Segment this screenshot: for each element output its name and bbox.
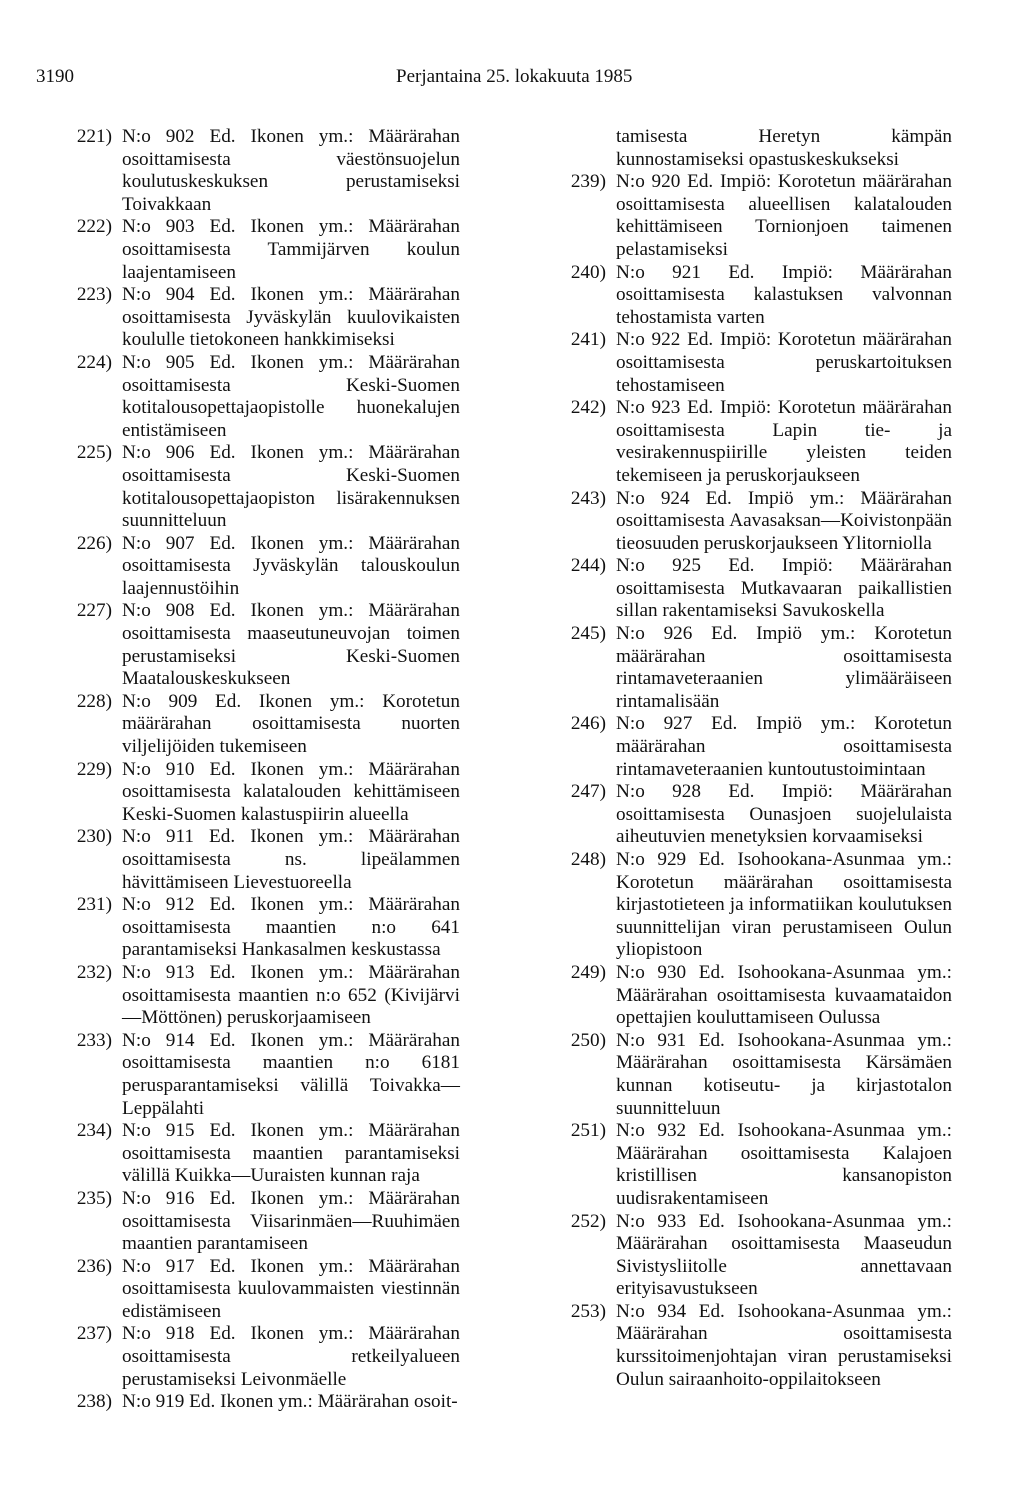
- list-item: [550, 397, 952, 487]
- list-item: [56, 600, 460, 690]
- entry-number: 246): [570, 713, 606, 735]
- entry-text: N:o 929 Ed. Isohookana-Asunmaa ym.: Korotetun määrärahan osoittamisesta kirjastotieteen ja informatiikan koulutuksen suunnittelijan viran perustamiseen Oulun yliopistoon: [616, 849, 952, 961]
- entry-text: N:o 902 Ed. Ikonen ym.: Määrärahan osoittamisesta väestönsuojelun koulutuskeskuksen perustamiseksi Toivakkaan: [122, 126, 460, 215]
- list-item: [56, 1256, 460, 1324]
- entry-number: 234): [76, 1120, 112, 1142]
- entry-text: N:o 916 Ed. Ikonen ym.: Määrärahan osoittamisesta Viisarinmäen—Ruuhimäen maantien parantamiseen: [122, 1187, 460, 1255]
- entry-text: N:o 906 Ed. Ikonen ym.: Määrärahan osoittamisesta Keski-Suomen kotitalousopettajaopiston lisärakennuksen suunnitteluun: [122, 442, 460, 532]
- entry-text: N:o 905 Ed. Ikonen ym.: Määrärahan osoittamisesta Keski-Suomen kotitalousopettajaopistolle huonekalujen entistämiseen: [122, 351, 460, 441]
- entry-text: N:o 928 Ed. Impiö: Määrärahan osoittamisesta Ounasjoen suojelulaista aiheutuvien menetyksien korvaamiseksi: [616, 781, 952, 848]
- continuation-text: tamisesta Heretyn kämpän kunnostamiseksi opastuskeskukseksi: [616, 126, 952, 170]
- list-item: [56, 216, 460, 284]
- entry-number: 237): [76, 1323, 112, 1345]
- list-item: [56, 533, 460, 601]
- entry-number: 235): [76, 1187, 112, 1209]
- list-item: [550, 1211, 952, 1301]
- list-item: [56, 759, 460, 827]
- entry-number: 242): [570, 397, 606, 419]
- entry-text: N:o 908 Ed. Ikonen ym.: Määrärahan osoittamisesta maaseutuneuvojan toimen perustamiseksi Keski-Suomen Maatalouskeskukseen: [122, 600, 460, 690]
- entry-text: N:o 915 Ed. Ikonen ym.: Määrärahan osoittamisesta maantien parantamiseksi välillä Kuikka—Uuraisten kunnan raja: [122, 1120, 460, 1187]
- entry-text: N:o 933 Ed. Isohookana-Asunmaa ym.: Määrärahan osoittamisesta Maaseudun Sivistysliitolle annettavaan erityisavustukseen: [616, 1210, 952, 1300]
- entry-text: N:o 921 Ed. Impiö: Määrärahan osoittamisesta kalastuksen valvonnan tehostamista varten: [616, 261, 952, 328]
- entry-text: N:o 926 Ed. Impiö ym.: Korotetun määrärahan osoittamisesta rintamaveteraanien ylimääräiseen rintamalisään: [616, 623, 952, 712]
- list-item: [550, 1120, 952, 1210]
- entry-number: 227): [76, 600, 112, 622]
- list-item: [56, 1188, 460, 1256]
- entry-number: 224): [76, 351, 112, 373]
- list-item: [550, 849, 952, 962]
- left-column: [56, 126, 460, 1414]
- list-item: [56, 1120, 460, 1188]
- list-item: [56, 826, 460, 894]
- entry-number: 243): [570, 487, 606, 509]
- entry-text: N:o 932 Ed. Isohookana-Asunmaa ym.: Määrärahan osoittamisesta Kalajoen kristillisen kansanopiston uudisrakentamiseen: [616, 1120, 952, 1209]
- entry-text: N:o 917 Ed. Ikonen ym.: Määrärahan osoittamisesta kuulovammaisten viestinnän edistämiseen: [122, 1255, 460, 1322]
- entry-number: 236): [76, 1255, 112, 1277]
- entry-text: N:o 918 Ed. Ikonen ym.: Määrärahan osoittamisesta retkeilyalueen perustamiseksi Leivonmäelle: [122, 1323, 460, 1390]
- list-item: [550, 329, 952, 397]
- entry-text: N:o 911 Ed. Ikonen ym.: Määrärahan osoittamisesta ns. lipeälammen hävittämiseen Lievestuoreella: [122, 826, 460, 893]
- list-item: [56, 962, 460, 1030]
- entry-number: 233): [76, 1029, 112, 1051]
- entry-number: 226): [76, 532, 112, 554]
- list-item: [550, 262, 952, 330]
- list-item: [56, 284, 460, 352]
- entry-number: 241): [570, 329, 606, 351]
- list-item: [550, 781, 952, 849]
- entry-text: N:o 919 Ed. Ikonen ym.: Määrärahan osoit-: [122, 1391, 458, 1413]
- entry-text: N:o 913 Ed. Ikonen ym.: Määrärahan osoittamisesta maantien n:o 652 (Kivijärvi—Möttönen) peruskorjaamiseen: [122, 961, 460, 1029]
- entry-text: N:o 924 Ed. Impiö ym.: Määrärahan osoittamisesta Aavasaksan—Koivistonpään tieosuuden peruskorjaukseen Ylitorniolla: [616, 487, 952, 554]
- list-item: [550, 1301, 952, 1391]
- entry-number: 247): [570, 781, 606, 803]
- list-item: [550, 555, 952, 623]
- entry-text: N:o 934 Ed. Isohookana-Asunmaa ym.: Määrärahan osoittamisesta kurssitoimenjohtajan viran perustamiseksi Oulun sairaanhoito-oppilaitokseen: [616, 1300, 952, 1390]
- entry-text: N:o 904 Ed. Ikonen ym.: Määrärahan osoittamisesta Jyväskylän kuulovikaisten koululle tietokoneen hankkimiseksi: [122, 284, 460, 351]
- entry-number: 251): [570, 1120, 606, 1142]
- page-header: [36, 66, 988, 96]
- entry-text: N:o 920 Ed. Impiö: Korotetun määrärahan osoittamisesta alueellisen kalatalouden kehittämiseen Tornionjoen taimenen pelastamiseksi: [616, 171, 952, 260]
- entry-number: 248): [570, 849, 606, 870]
- entry-text: N:o 923 Ed. Impiö: Korotetun määrärahan osoittamisesta Lapin tie- ja vesirakennuspiirille yleisten teiden tekemiseen ja peruskorjaukseen: [616, 397, 952, 486]
- entry-text: N:o 927 Ed. Impiö ym.: Korotetun määrärahan osoittamisesta rintamaveteraanien kuntoutustoimintaan: [616, 713, 952, 780]
- entry-number: 239): [570, 171, 606, 193]
- entry-number: 228): [76, 690, 112, 712]
- list-item: [550, 962, 952, 1030]
- list-item: [56, 1030, 460, 1120]
- entry-number: 245): [570, 623, 606, 645]
- entry-number: 249): [570, 961, 606, 983]
- entry-number: 221): [76, 126, 112, 147]
- entry-number: 244): [570, 555, 606, 577]
- entry-text: N:o 930 Ed. Isohookana-Asunmaa ym.: Määrärahan osoittamisesta kuvaamataidon opettajien kouluttamiseen Oulussa: [616, 961, 952, 1029]
- right-column: [550, 126, 952, 1391]
- entry-number: 232): [76, 961, 112, 983]
- entry-text: N:o 925 Ed. Impiö: Määrärahan osoittamisesta Mutkavaaran paikallistien sillan rakentamiseksi Savukoskella: [616, 555, 952, 622]
- entry-number: 229): [76, 758, 112, 780]
- entry-number: 252): [570, 1210, 606, 1232]
- entry-number: 222): [76, 216, 112, 238]
- list-item: [550, 1030, 952, 1120]
- list-item: [550, 171, 952, 261]
- list-item: [56, 691, 460, 759]
- list-item: [550, 623, 952, 713]
- list-item: [56, 442, 460, 532]
- list-item: [56, 352, 460, 442]
- list-item: [56, 1391, 460, 1414]
- list-item: [56, 1323, 460, 1391]
- page-number: 3190: [36, 66, 74, 87]
- list-item: [56, 894, 460, 962]
- entry-text: N:o 910 Ed. Ikonen ym.: Määrärahan osoittamisesta kalatalouden kehittämiseen Keski-Suomen kalastuspiirin alueella: [122, 758, 460, 825]
- entry-text: N:o 909 Ed. Ikonen ym.: Korotetun määrärahan osoittamisesta nuorten viljelijöiden tukemiseen: [122, 690, 460, 758]
- list-item: [550, 488, 952, 556]
- entry-text: N:o 922 Ed. Impiö: Korotetun määrärahan osoittamisesta peruskartoituksen tehostamiseen: [616, 329, 952, 396]
- entry-text: N:o 931 Ed. Isohookana-Asunmaa ym.: Määrärahan osoittamisesta Kärsämäen kunnan kotiseutu- ja kirjastotalon suunnitteluun: [616, 1029, 952, 1119]
- entry-text: N:o 912 Ed. Ikonen ym.: Määrärahan osoittamisesta maantien n:o 641 parantamiseksi Hankasalmen keskustassa: [122, 894, 460, 961]
- entry-number: 240): [570, 261, 606, 283]
- entry-text: N:o 903 Ed. Ikonen ym.: Määrärahan osoittamisesta Tammijärven koulun laajentamiseen: [122, 216, 460, 283]
- running-head: Perjantaina 25. lokakuuta 1985: [396, 66, 633, 87]
- list-item: [56, 126, 460, 216]
- entry-number: 230): [76, 826, 112, 848]
- entry-number: 225): [76, 442, 112, 464]
- list-item: [550, 713, 952, 781]
- entry-number: 250): [570, 1029, 606, 1051]
- entry-number: 238): [76, 1391, 112, 1413]
- entry-number: 253): [570, 1300, 606, 1322]
- entry-text: N:o 914 Ed. Ikonen ym.: Määrärahan osoittamisesta maantien n:o 6181 perusparantamiseksi välillä Toivakka—Leppälahti: [122, 1029, 460, 1119]
- entry-number: 231): [76, 894, 112, 916]
- entry-text: N:o 907 Ed. Ikonen ym.: Määrärahan osoittamisesta Jyväskylän talouskoulun laajennustöihin: [122, 532, 460, 599]
- entry-number: 223): [76, 284, 112, 306]
